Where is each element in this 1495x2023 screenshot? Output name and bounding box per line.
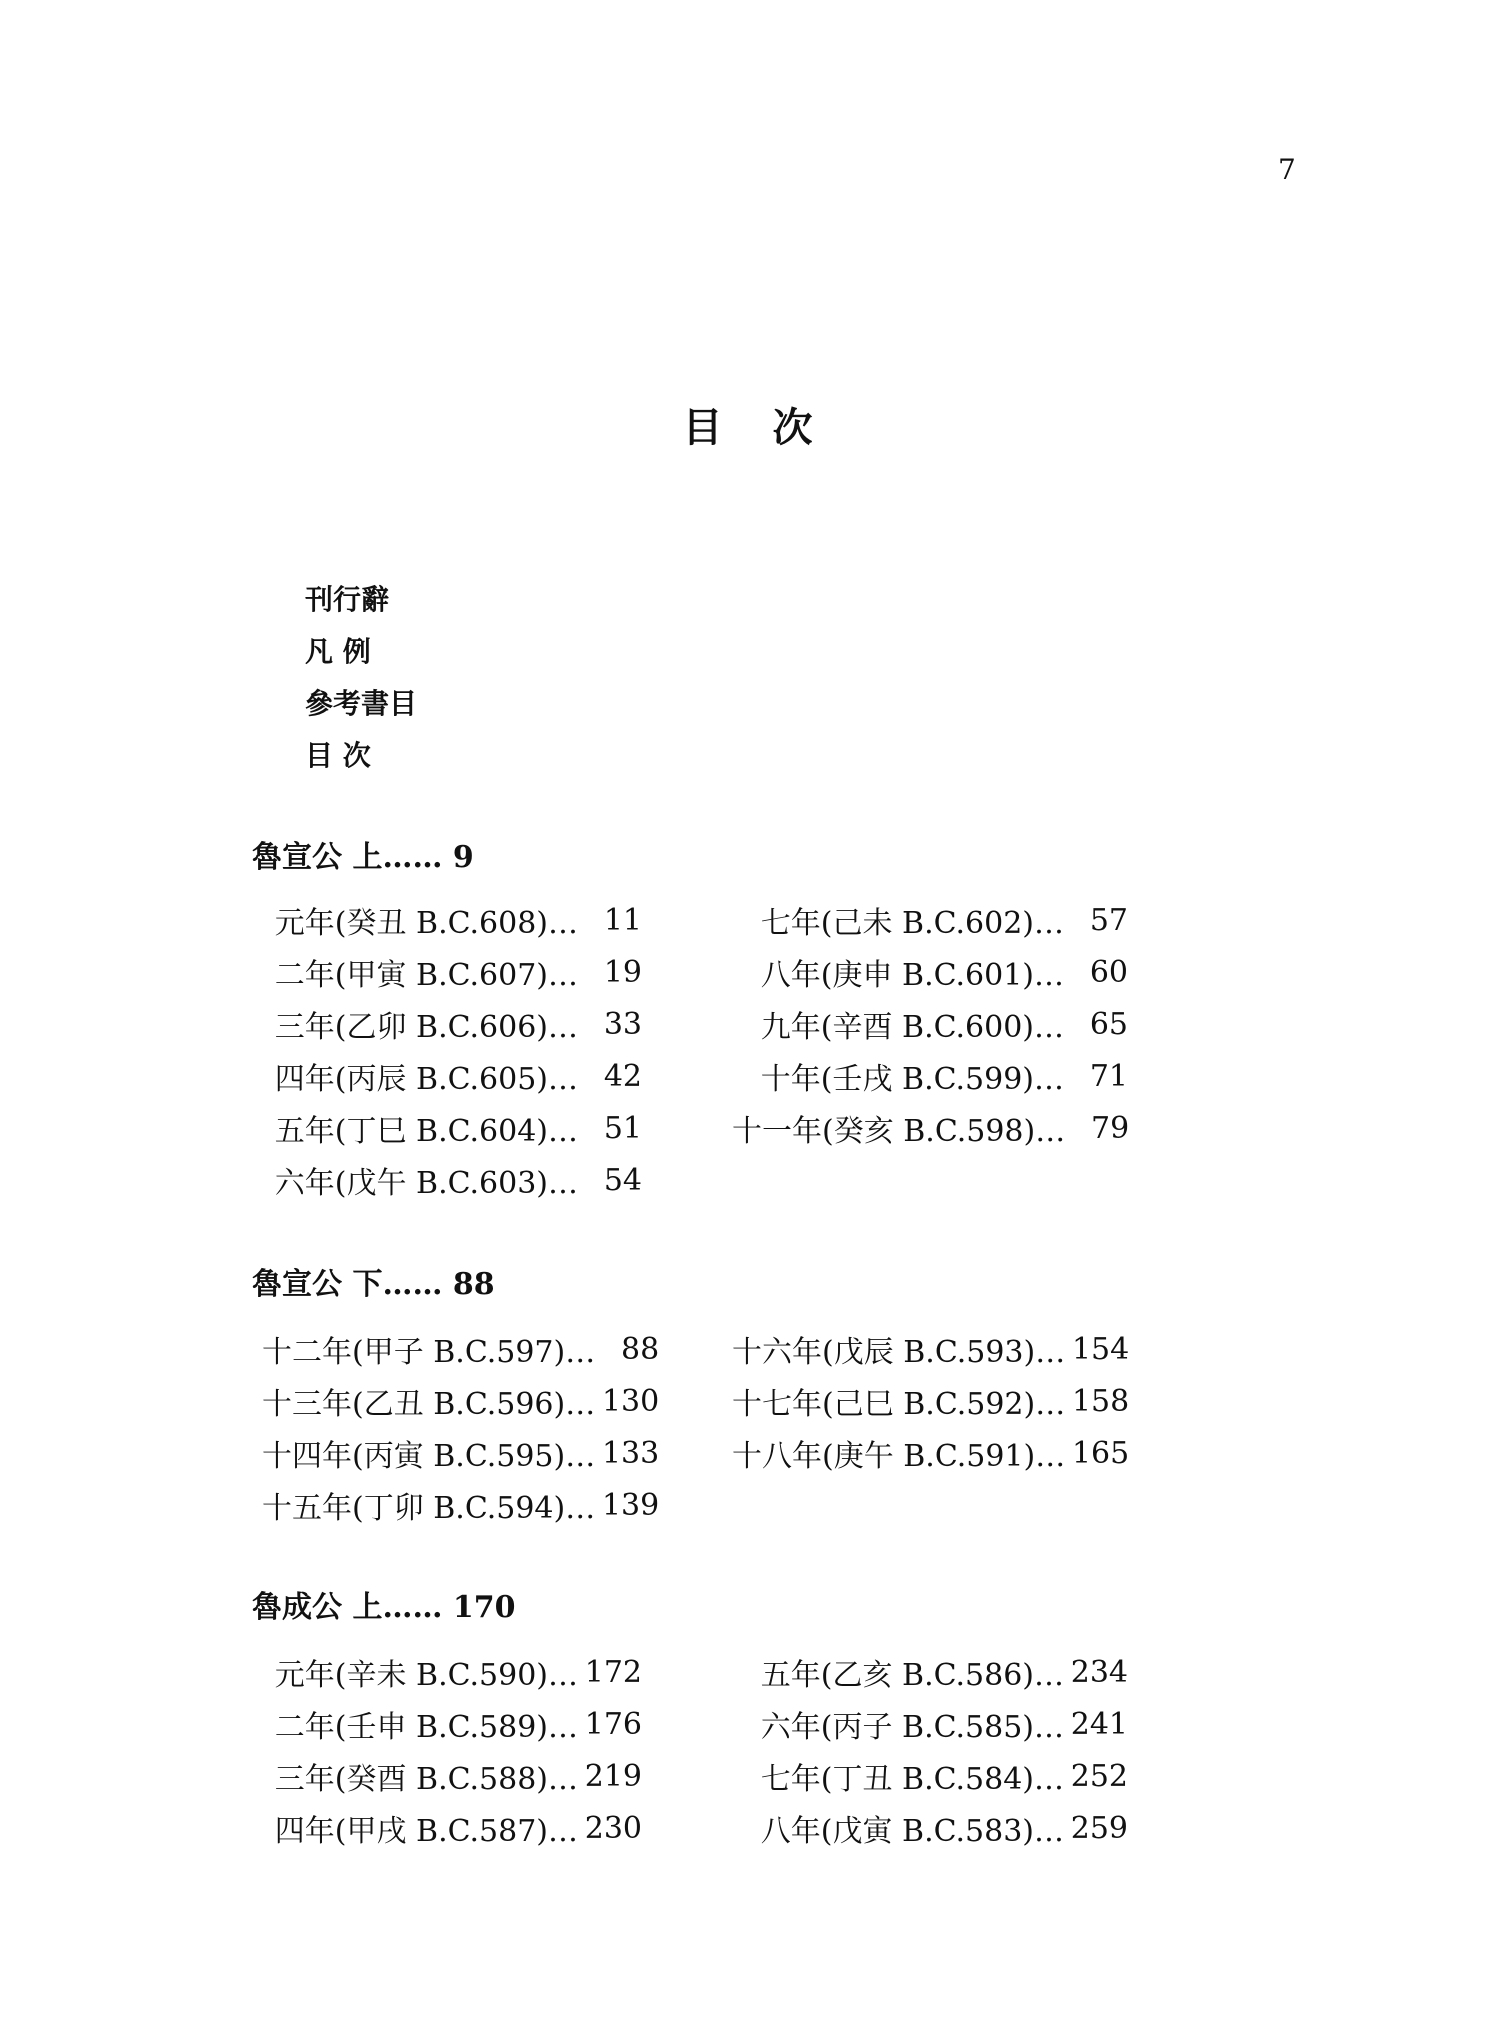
toc-entry-page: 71 (1089, 1058, 1128, 1094)
toc-entry-label: 八年(庚申 B.C.601)… (760, 958, 1064, 993)
toc-entry (262, 1427, 660, 1479)
toc-entry (262, 1050, 642, 1102)
toc-entry-page: 79 (1091, 1110, 1130, 1146)
toc-entry (262, 1646, 642, 1698)
toc-column-left (262, 894, 642, 1206)
front-matter-item: 刊行辭 (305, 583, 390, 616)
toc-entry-page: 154 (1071, 1331, 1130, 1367)
toc-entry-page: 51 (603, 1110, 642, 1146)
toc-column-right (732, 1646, 1128, 1854)
toc-entry-label: 七年(丁丑 B.C.584)… (760, 1762, 1064, 1797)
toc-entry (262, 894, 642, 946)
toc-entry-page: 230 (584, 1810, 642, 1846)
front-matter-item: 參考書目 (305, 687, 418, 720)
toc-entry (732, 1646, 1128, 1698)
toc-entry-label: 二年(甲寅 B.C.607)… (274, 958, 578, 993)
section-heading: 魯宣公 上…… 9 (252, 840, 474, 875)
toc-entry (262, 1102, 642, 1154)
toc-entry-page: 88 (621, 1331, 660, 1367)
toc-entry (262, 1323, 660, 1375)
toc-entry (732, 1750, 1128, 1802)
toc-entry-page: 42 (603, 1058, 642, 1094)
toc-entry-page: 54 (603, 1162, 642, 1198)
toc-entry-label: 八年(戊寅 B.C.583)… (760, 1814, 1064, 1849)
toc-entry-page: 60 (1089, 954, 1128, 990)
toc-entry-label: 十二年(甲子 B.C.597)… (262, 1335, 596, 1370)
toc-entry (262, 1154, 642, 1206)
toc-entry (732, 894, 1128, 946)
front-matter-item: 目 次 (305, 739, 371, 772)
toc-entry-label: 五年(乙亥 B.C.586)… (760, 1658, 1064, 1693)
toc-entry-label: 十年(壬戌 B.C.599)… (760, 1062, 1064, 1097)
toc-entry-label: 十五年(丁卯 B.C.594)… (262, 1491, 596, 1526)
toc-entry-page: 139 (601, 1487, 660, 1523)
toc-entry-page: 234 (1070, 1654, 1128, 1690)
toc-column-right (732, 894, 1128, 1154)
front-matter-list (305, 574, 417, 782)
toc-entry-page: 33 (603, 1006, 642, 1042)
toc-entry (262, 1375, 660, 1427)
toc-entry (732, 1375, 1128, 1427)
toc-entry (262, 998, 642, 1050)
toc-entry (732, 1102, 1128, 1154)
toc-entry-page: 133 (601, 1435, 660, 1471)
toc-column-right (732, 1323, 1128, 1479)
toc-entry (732, 1323, 1128, 1375)
toc-entry-label: 十三年(乙丑 B.C.596)… (262, 1387, 596, 1422)
toc-entry-label: 五年(丁巳 B.C.604)… (274, 1114, 578, 1149)
toc-entry-label: 六年(戊午 B.C.603)… (274, 1166, 578, 1201)
page-number: 7 (1278, 153, 1296, 186)
toc-entry-label: 六年(丙子 B.C.585)… (760, 1710, 1064, 1745)
toc-entry-label: 二年(壬申 B.C.589)… (274, 1710, 578, 1745)
toc-entry (262, 1479, 660, 1531)
section-heading: 魯宣公 下…… 88 (252, 1267, 495, 1302)
toc-entry-page: 130 (601, 1383, 660, 1419)
toc-entry-label: 十七年(己巳 B.C.592)… (732, 1387, 1066, 1422)
toc-entry (732, 1427, 1128, 1479)
toc-entry-page: 165 (1071, 1435, 1130, 1471)
toc-entry-page: 19 (603, 954, 642, 990)
toc-entry-label: 十四年(丙寅 B.C.595)… (262, 1439, 596, 1474)
toc-entry-label: 十八年(庚午 B.C.591)… (732, 1439, 1066, 1474)
toc-entry (732, 946, 1128, 998)
toc-entry-page: 219 (584, 1758, 642, 1794)
toc-entry-label: 四年(甲戌 B.C.587)… (274, 1814, 578, 1849)
toc-entry (262, 1698, 642, 1750)
toc-entry (732, 998, 1128, 1050)
toc-entry-page: 65 (1089, 1006, 1128, 1042)
front-matter-item: 凡 例 (305, 635, 371, 668)
toc-entry-page: 11 (603, 902, 642, 938)
section-heading: 魯成公 上…… 170 (252, 1590, 516, 1625)
toc-entry (262, 946, 642, 998)
toc-entry-label: 三年(乙卯 B.C.606)… (274, 1010, 578, 1045)
toc-entry-page: 158 (1071, 1383, 1130, 1419)
page-title: 目 次 (682, 404, 831, 451)
toc-entry-page: 57 (1089, 902, 1128, 938)
toc-entry (732, 1698, 1128, 1750)
toc-entry-label: 四年(丙辰 B.C.605)… (274, 1062, 578, 1097)
toc-entry (732, 1050, 1128, 1102)
toc-entry-label: 十一年(癸亥 B.C.598)… (732, 1114, 1066, 1149)
toc-entry-label: 十六年(戊辰 B.C.593)… (732, 1335, 1066, 1370)
toc-entry (732, 1802, 1128, 1854)
toc-entry-label: 三年(癸酉 B.C.588)… (274, 1762, 578, 1797)
toc-entry-label: 元年(辛未 B.C.590)… (274, 1658, 578, 1693)
toc-entry-page: 176 (584, 1706, 642, 1742)
toc-column-left (262, 1323, 660, 1531)
toc-entry (262, 1802, 642, 1854)
toc-entry-label: 九年(辛酉 B.C.600)… (760, 1010, 1064, 1045)
toc-entry-page: 252 (1070, 1758, 1128, 1794)
toc-entry-label: 七年(己未 B.C.602)… (760, 906, 1064, 941)
toc-entry-page: 241 (1070, 1706, 1128, 1742)
toc-entry-page: 172 (584, 1654, 642, 1690)
toc-entry-page: 259 (1070, 1810, 1128, 1846)
toc-entry (262, 1750, 642, 1802)
toc-column-left (262, 1646, 642, 1854)
toc-entry-label: 元年(癸丑 B.C.608)… (274, 906, 578, 941)
